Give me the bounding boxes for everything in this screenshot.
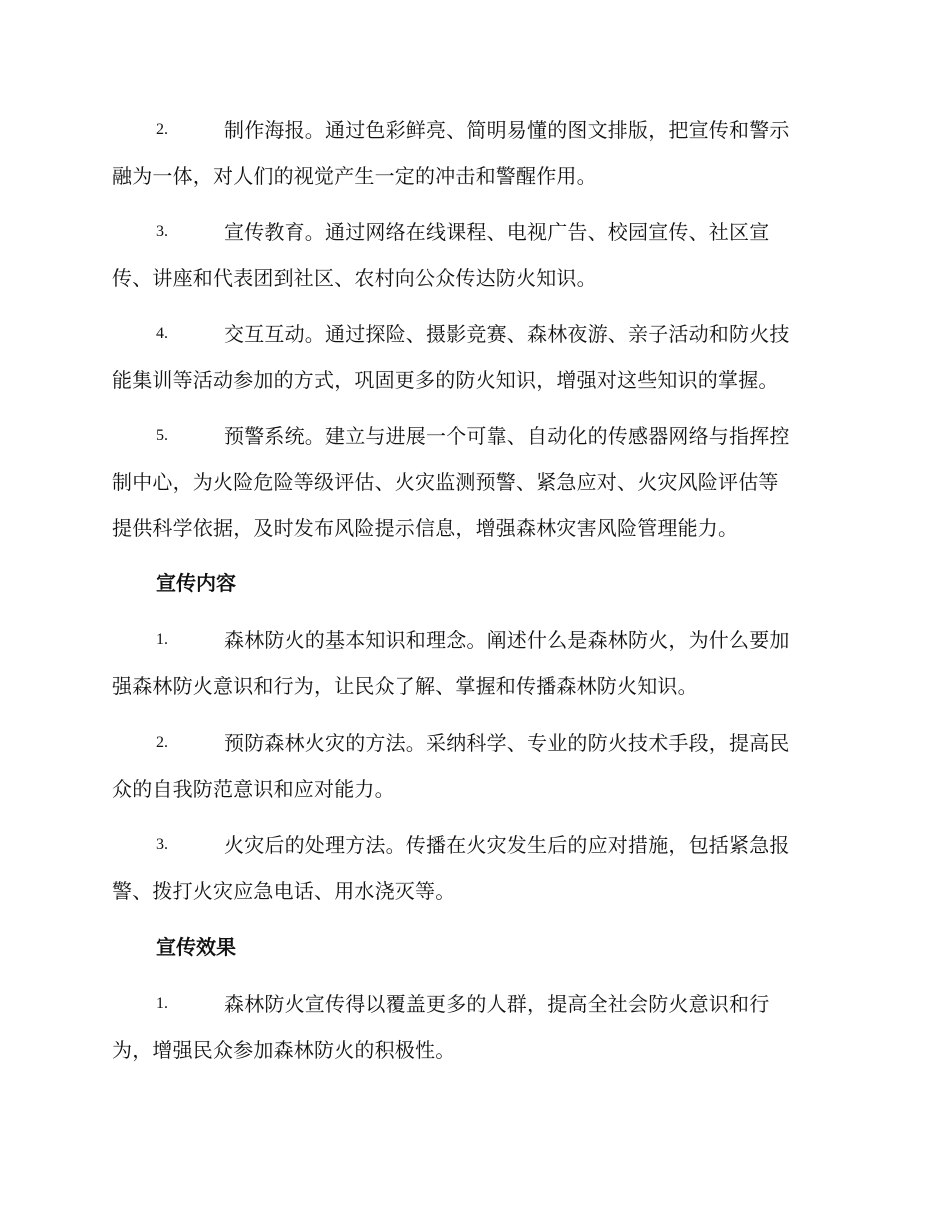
list-item bbox=[112, 822, 836, 914]
list-item-number: 3. bbox=[156, 223, 168, 240]
list-item-number: 1. bbox=[156, 631, 168, 648]
list-item-number: 4. bbox=[156, 325, 168, 342]
list-item-text-line: 警、拨打火灾应急电话、用水浇灭等。 bbox=[112, 879, 456, 903]
section-heading: 宣传内容 bbox=[156, 571, 236, 595]
list-item-number: 5. bbox=[156, 427, 168, 444]
list-item bbox=[112, 617, 836, 709]
list-item-text-line: 制中心，为火险危险等级评估、火灾监测预警、紧急应对、火灾风险评估等 bbox=[112, 470, 779, 494]
list-item-text-line: 能集训等活动参加的方式，巩固更多的防火知识，增强对这些知识的掌握。 bbox=[112, 368, 779, 392]
list-item-text-line: 传、讲座和代表团到社区、农村向公众传达防火知识。 bbox=[112, 266, 597, 290]
list-item-number: 1. bbox=[156, 995, 168, 1012]
list-item-text-line: 宣传教育。通过网络在线课程、电视广告、校园宣传、社区宣 bbox=[224, 220, 770, 244]
list-item-number: 2. bbox=[156, 121, 168, 138]
list-item-text-line: 森林防火的基本知识和理念。阐述什么是森林防火，为什么要加 bbox=[224, 628, 790, 652]
section-heading: 宣传效果 bbox=[156, 935, 236, 959]
list-item-number: 3. bbox=[156, 836, 168, 853]
list-item-text-line: 交互互动。通过探险、摄影竞赛、森林夜游、亲子活动和防火技 bbox=[224, 322, 790, 346]
list-item bbox=[112, 413, 836, 551]
list-item-text-line: 森林防火宣传得以覆盖更多的人群，提高全社会防火意识和行 bbox=[224, 992, 770, 1016]
list-item-text-line: 众的自我防范意识和应对能力。 bbox=[112, 777, 395, 801]
list-item-text-line: 融为一体，对人们的视觉产生一定的冲击和警醒作用。 bbox=[112, 164, 597, 188]
list-item-text-line: 强森林防火意识和行为，让民众了解、掌握和传播森林防火知识。 bbox=[112, 674, 698, 698]
list-item bbox=[112, 720, 836, 812]
list-item-text-line: 火灾后的处理方法。传播在火灾发生后的应对措施，包括紧急报 bbox=[224, 833, 790, 857]
list-item-number: 2. bbox=[156, 734, 168, 751]
list-item-text-line: 制作海报。通过色彩鲜亮、简明易懂的图文排版，把宣传和警示 bbox=[224, 118, 790, 142]
list-item-text-line: 提供科学依据，及时发布风险提示信息，增强森林灾害风险管理能力。 bbox=[112, 516, 739, 540]
list-item bbox=[112, 209, 836, 301]
list-item bbox=[112, 107, 836, 199]
list-item bbox=[112, 311, 836, 403]
list-item-text-line: 为，增强民众参加森林防火的积极性。 bbox=[112, 1038, 456, 1062]
list-item bbox=[112, 981, 836, 1073]
list-item-text-line: 预防森林火灾的方法。采纳科学、专业的防火技术手段，提高民 bbox=[224, 731, 790, 755]
list-item-text-line: 预警系统。建立与进展一个可靠、自动化的传感器网络与指挥控 bbox=[224, 424, 790, 448]
